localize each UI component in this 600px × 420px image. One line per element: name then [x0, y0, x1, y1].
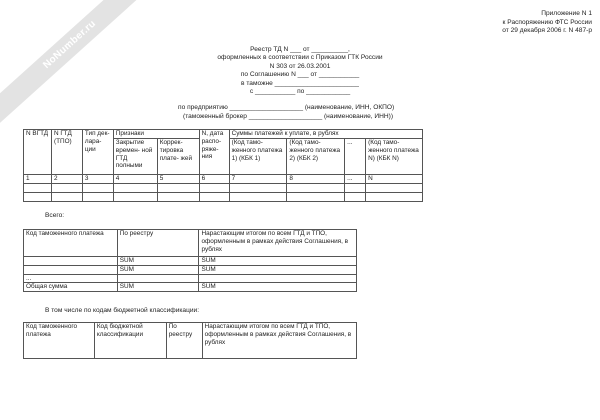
header-cell: ... — [345, 139, 366, 175]
appendix-line: от 29 декабря 2006 г. N 487-р — [502, 27, 592, 35]
header-cell: (Код тамо- женного платежа 1) (КБК 1) — [229, 139, 287, 175]
column-number: 5 — [157, 175, 199, 184]
column-number: ... — [345, 175, 366, 184]
table-row: SUM SUM — [24, 265, 357, 274]
table-row: ... — [24, 274, 357, 283]
header-cell: Закрытие времен- ной ГТД полными — [113, 139, 157, 175]
header-cell: N ВГТД — [24, 130, 52, 175]
column-number: N — [366, 175, 423, 184]
column-number: 2 — [51, 175, 82, 184]
appendix-line: к Распоряжению ФТС России — [502, 18, 592, 26]
kbk-label: В том числе по кодам бюджетной классификации: — [45, 307, 200, 314]
total-label: Всего: — [45, 212, 65, 219]
header-line: по Соглашению N ___ от ___________ — [240, 71, 360, 79]
watermark: NoNumber.ru — [0, 0, 159, 127]
header-cell: (Код тамо- женного платежа 2) (КБК 2) — [287, 139, 345, 175]
header-cell: Код бюджетной классификации — [94, 323, 166, 359]
header-cell: N, дата распо- ряже- ния — [199, 130, 229, 175]
broker-line: (таможенный брокер ____________________ (наименование, ИНН)) — [183, 113, 394, 120]
header-cell: Коррек- тировка плате- жей — [157, 139, 199, 175]
enterprise-line: по предприятию ____________________ (наименование, ИНН, ОКПО) — [178, 104, 395, 111]
appendix-line: Приложение N 1 — [541, 10, 592, 17]
header-cell: Тип дек- лара- ции — [82, 130, 113, 175]
document-header — [170, 46, 430, 97]
table-row-total: Общая сумма SUM SUM — [24, 283, 357, 292]
table-row — [24, 184, 423, 193]
header-cell: Код таможенного платежа — [24, 230, 118, 257]
column-number: 7 — [229, 175, 287, 184]
column-number: 8 — [287, 175, 345, 184]
table-row — [24, 193, 423, 202]
register-table — [23, 129, 423, 202]
column-number: 4 — [113, 175, 157, 184]
header-line: в таможне _______________________ — [241, 79, 359, 87]
column-number: 1 — [24, 175, 52, 184]
header-cell: Код таможенного платежа — [24, 323, 95, 359]
header-cell: Нарастающим итогом по всем ГТД и ТПО, оформленным в рамках действия Соглашения, в рублях — [199, 230, 357, 257]
header-line: оформленных в соответствии с Приказом ГТК России — [217, 54, 383, 62]
column-number: 3 — [82, 175, 113, 184]
kbk-table — [23, 322, 357, 359]
header-cell: N ГТД (ТПО) — [51, 130, 82, 175]
header-cell: По реестру — [117, 230, 199, 257]
header-cell: (Код тамо- женного платежа N) (КБК N) — [366, 139, 423, 175]
header-group-sums: Суммы платежей к уплате, в рублях — [229, 130, 422, 139]
header-line: с ___________ по ____________ — [249, 88, 351, 96]
header-group-signs: Признаки — [113, 130, 199, 139]
header-line: N 303 от 26.03.2001 — [269, 62, 331, 70]
appendix-note — [502, 10, 592, 36]
totals-table — [23, 229, 357, 292]
header-cell: Нарастающим итогом по всем ГТД и ТПО, оформленным в рамках действия Соглашения, в рублях — [202, 323, 356, 359]
header-line: Реестр ТД N ___ от __________, — [250, 46, 350, 53]
header-cell: По реестру — [166, 323, 202, 359]
table-row: SUM SUM — [24, 257, 357, 266]
column-number-row — [24, 175, 423, 184]
column-number: 6 — [199, 175, 229, 184]
